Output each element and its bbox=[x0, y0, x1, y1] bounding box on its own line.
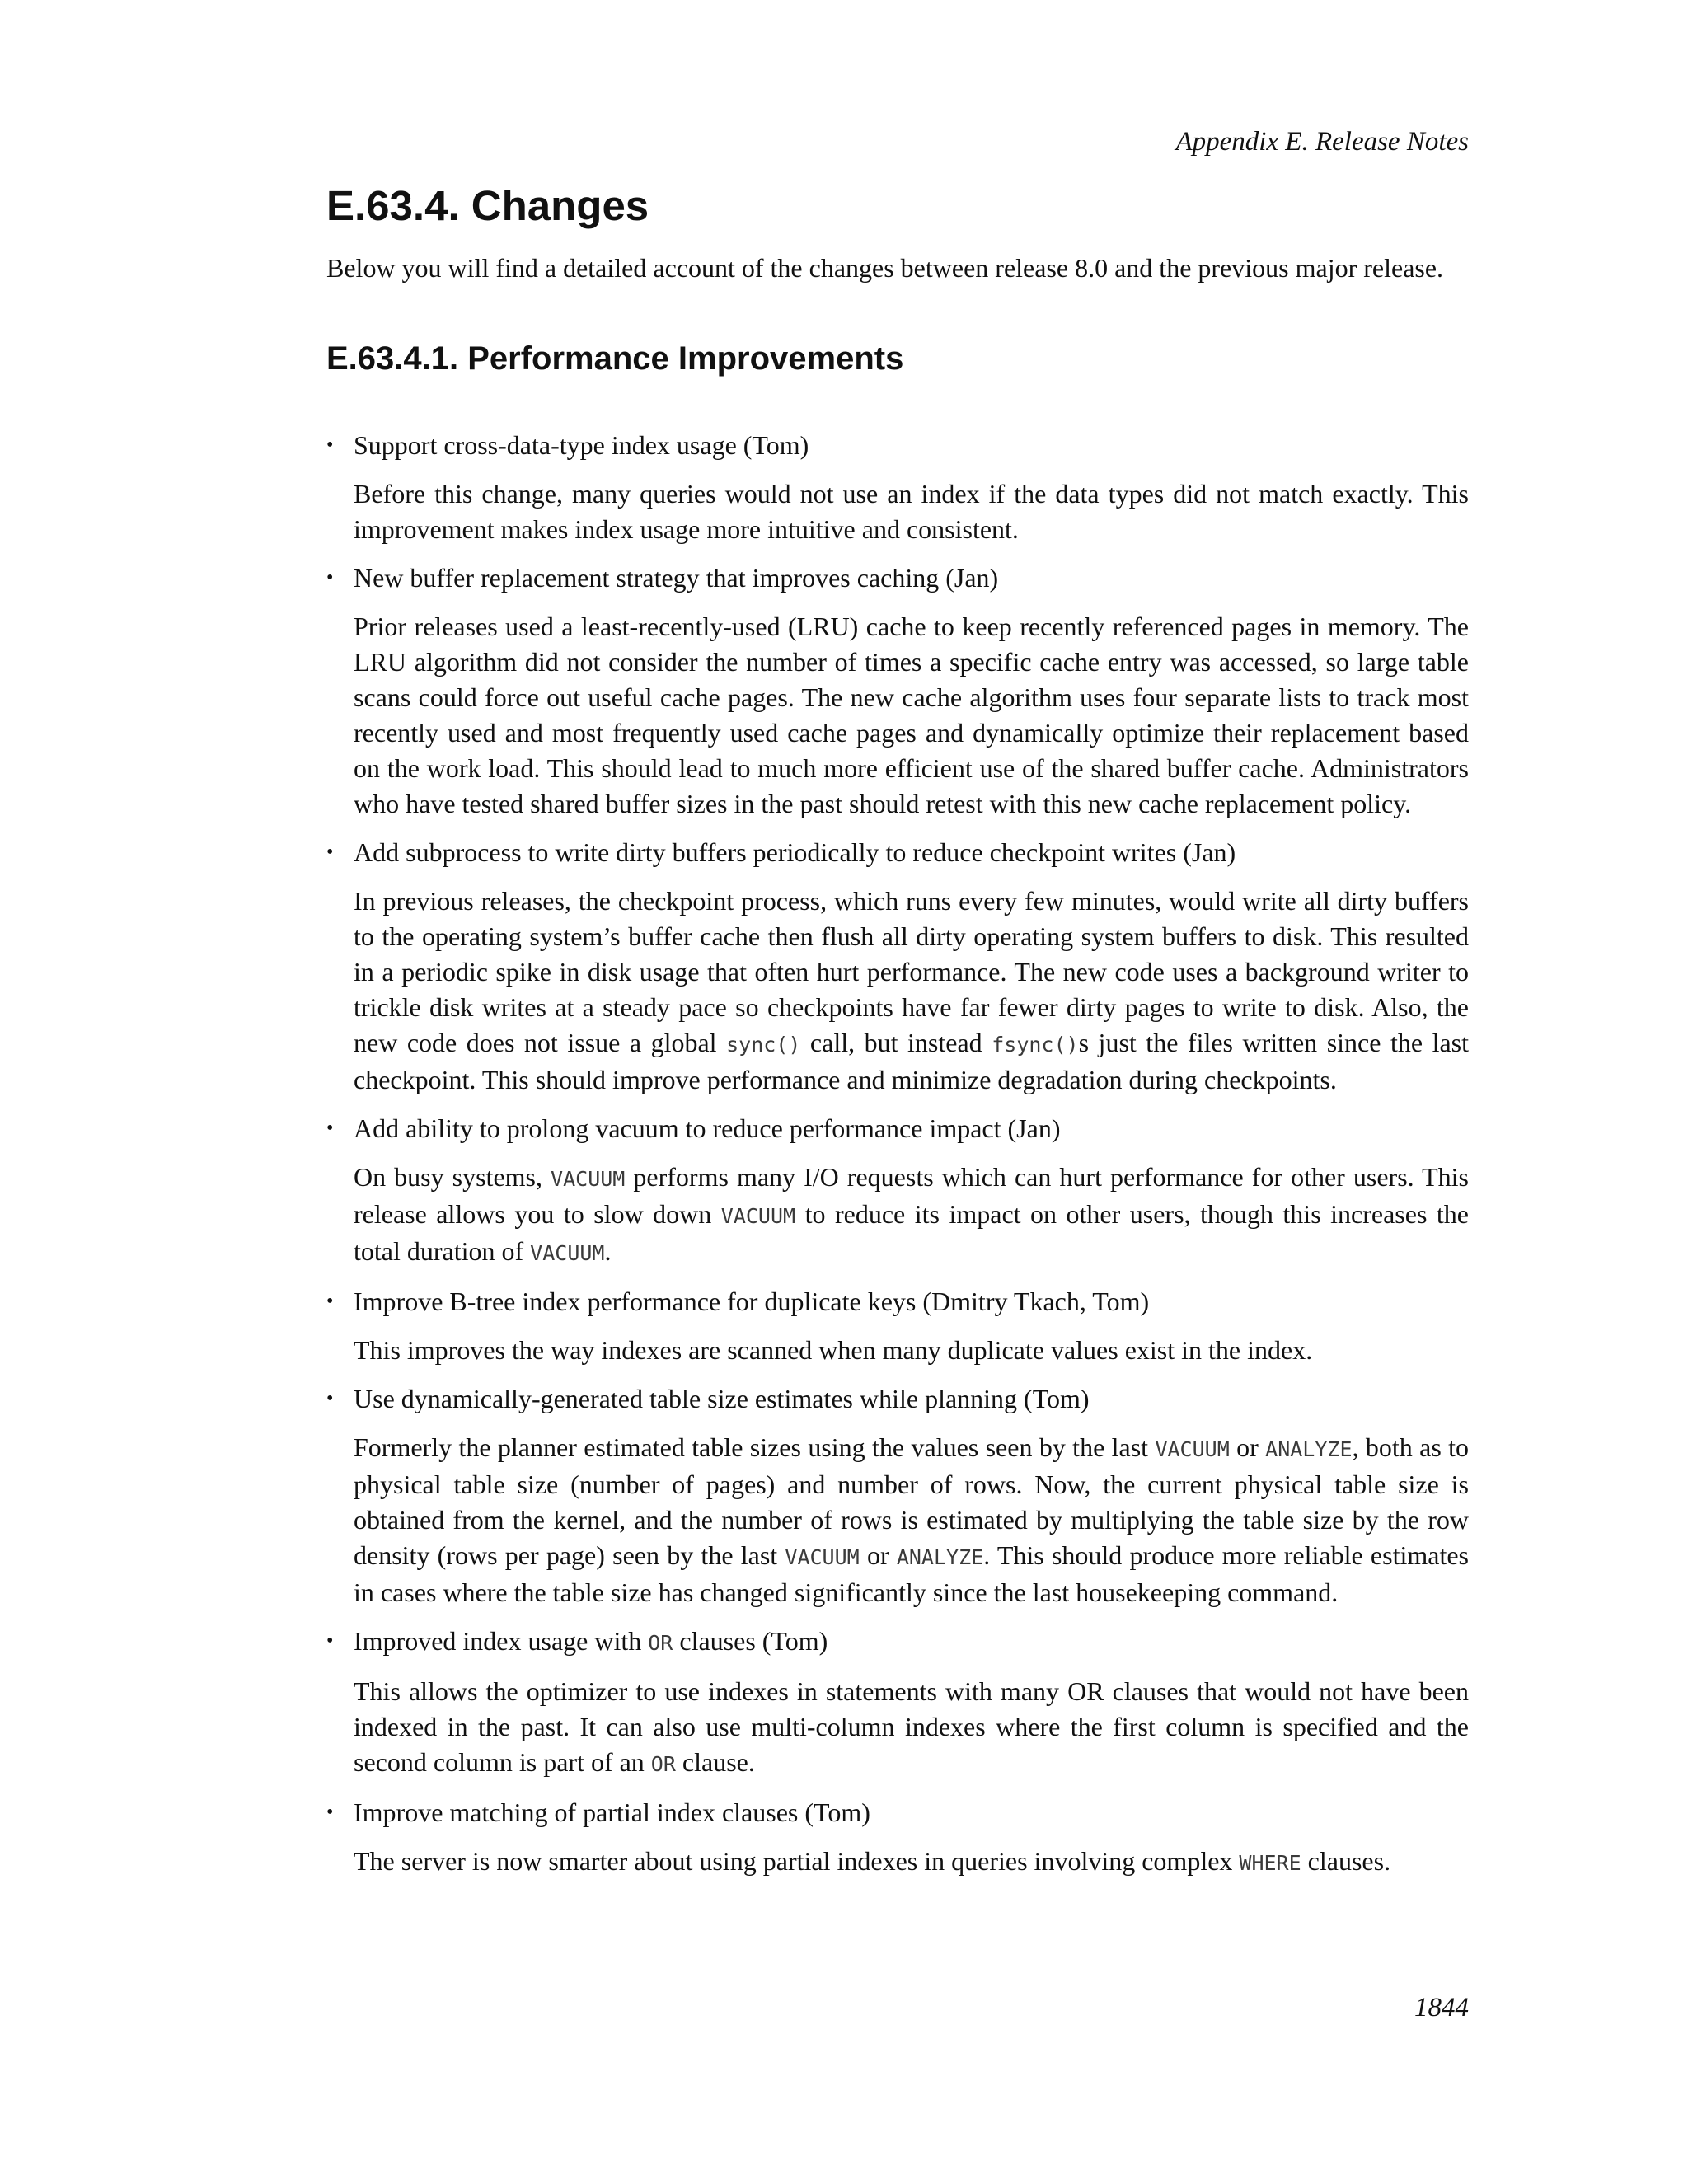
description-text: . bbox=[604, 1236, 612, 1266]
change-item-description: Prior releases used a least-recently-used (LRU) cache to keep recently referenced pages in memory. The LRU algorithm did not consider the number of times a specific cache entry was accessed, so large table scans could force out useful cache pages. The new cache algorithm uses four separate lists to track most recently used and most frequently used cache pages and dynamically optimize their replacement based on the work load. This should lead to much more efficient use of the shared buffer cache. Administrators who have tested shared buffer sizes in the past should retest with this new cache replacement policy. bbox=[354, 612, 1469, 818]
change-item-description bbox=[354, 883, 1469, 1098]
change-item-description bbox=[354, 1160, 1469, 1271]
title-text: Improved index usage with bbox=[354, 1626, 649, 1656]
change-item-title: Add subprocess to write dirty buffers periodically to reduce checkpoint writes (Jan) bbox=[354, 837, 1236, 867]
change-item-title: New buffer replacement strategy that improves caching (Jan) bbox=[354, 563, 999, 593]
document-page bbox=[326, 0, 1469, 2184]
subsection-title: E.63.4.1. Performance Improvements bbox=[326, 340, 904, 377]
change-item-title: Add ability to prolong vacuum to reduce performance impact (Jan) bbox=[354, 1113, 1061, 1143]
description-text: to reduce its impact on other users, though this increases the total duration of bbox=[354, 1199, 1470, 1266]
code-or: OR bbox=[650, 1752, 676, 1776]
code-where: WHERE bbox=[1239, 1851, 1301, 1875]
change-item bbox=[326, 1795, 1469, 1881]
code-vacuum: VACUUM bbox=[551, 1167, 626, 1191]
title-text: clauses (Tom) bbox=[673, 1626, 828, 1656]
description-text: , both as to physical table size (number of pages) and number of rows. Now, the current physical table size is obtained from the kernel, and the number of rows is estimated by multiplying the table size by the row density (rows per page) seen by the last bbox=[354, 1432, 1470, 1570]
change-item bbox=[326, 1284, 1469, 1368]
description-text: call, but instead bbox=[800, 1028, 992, 1057]
change-item-description bbox=[354, 1844, 1469, 1881]
description-text: Formerly the planner estimated table sizes using the values seen by the last bbox=[354, 1432, 1156, 1462]
code-analyze: ANALYZE bbox=[1265, 1437, 1353, 1461]
description-text: In previous releases, the checkpoint process, which runs every few minutes, would write all dirty buffers to the operating system’s buffer cache then flush all dirty operating system buffers to disk. This resulted in a periodic spike in disk usage that often hurt performance. The new code uses a background writer to trickle disk writes at a steady pace so checkpoints have far fewer dirty pages to write to disk. Also, the new code does not issue a global bbox=[354, 886, 1469, 1057]
change-item bbox=[326, 1111, 1469, 1271]
description-text: . This should produce more reliable estimates in cases where the table size has changed significantly since the last housekeeping command. bbox=[354, 1540, 1470, 1607]
section-title: E.63.4. Changes bbox=[326, 182, 649, 229]
description-text: s just the files written since the last checkpoint. This should improve performance and minimize degradation during checkpoints. bbox=[354, 1028, 1470, 1094]
code-vacuum: VACUUM bbox=[1155, 1437, 1230, 1461]
change-list bbox=[326, 428, 1469, 1894]
description-text: or bbox=[1229, 1432, 1266, 1462]
code-fsync: fsync() bbox=[992, 1033, 1079, 1057]
running-header: Appendix E. Release Notes bbox=[1175, 127, 1469, 157]
code-or: OR bbox=[648, 1631, 673, 1655]
code-vacuum: VACUUM bbox=[785, 1545, 860, 1569]
description-text: performs many I/O requests which can hurt performance for other users. This release allows you to slow down bbox=[354, 1162, 1470, 1229]
bullet-icon: • bbox=[326, 1802, 334, 1823]
description-text: This allows the optimizer to use indexes in statements with many OR clauses that would not have been indexed in the past. It can also use multi-column indexes where the first column is specified and the second column is part of an bbox=[354, 1676, 1469, 1777]
change-item-description: Before this change, many queries would not use an index if the data types did not match exactly. This improvement makes index usage more intuitive and consistent. bbox=[354, 479, 1469, 544]
change-item-title: Improve matching of partial index clauses (Tom) bbox=[354, 1797, 870, 1827]
change-item-description bbox=[354, 1674, 1469, 1782]
bullet-icon: • bbox=[326, 1291, 334, 1312]
change-item-description: This improves the way indexes are scanned when many duplicate values exist in the index. bbox=[354, 1335, 1313, 1365]
change-item bbox=[326, 1381, 1469, 1610]
change-item-title: Improve B-tree index performance for duplicate keys (Dmitry Tkach, Tom) bbox=[354, 1286, 1150, 1316]
section-intro: Below you will find a detailed account of the changes between release 8.0 and the previous major release. bbox=[326, 253, 1444, 283]
change-item bbox=[326, 1624, 1469, 1782]
description-text: or bbox=[859, 1540, 897, 1570]
change-item bbox=[326, 560, 1469, 822]
description-text: clause. bbox=[675, 1747, 755, 1777]
description-text: On busy systems, bbox=[354, 1162, 551, 1192]
code-vacuum: VACUUM bbox=[530, 1241, 605, 1265]
page-number: 1844 bbox=[1414, 1993, 1469, 2022]
bullet-icon: • bbox=[326, 841, 334, 863]
change-item-title bbox=[354, 1624, 1469, 1661]
bullet-icon: • bbox=[326, 1630, 334, 1652]
change-item bbox=[326, 428, 1469, 547]
bullet-icon: • bbox=[326, 434, 334, 456]
bullet-icon: • bbox=[326, 567, 334, 588]
code-sync: sync() bbox=[726, 1033, 801, 1057]
change-item bbox=[326, 835, 1469, 1098]
bullet-icon: • bbox=[326, 1118, 334, 1139]
description-text: The server is now smarter about using partial indexes in queries involving complex bbox=[354, 1846, 1240, 1876]
code-analyze: ANALYZE bbox=[896, 1545, 984, 1569]
change-item-title: Use dynamically-generated table size estimates while planning (Tom) bbox=[354, 1384, 1090, 1413]
code-vacuum: VACUUM bbox=[720, 1204, 796, 1228]
bullet-icon: • bbox=[326, 1388, 334, 1409]
change-item-title: Support cross-data-type index usage (Tom) bbox=[354, 430, 809, 460]
change-item-description bbox=[354, 1430, 1469, 1610]
description-text: clauses. bbox=[1301, 1846, 1391, 1876]
